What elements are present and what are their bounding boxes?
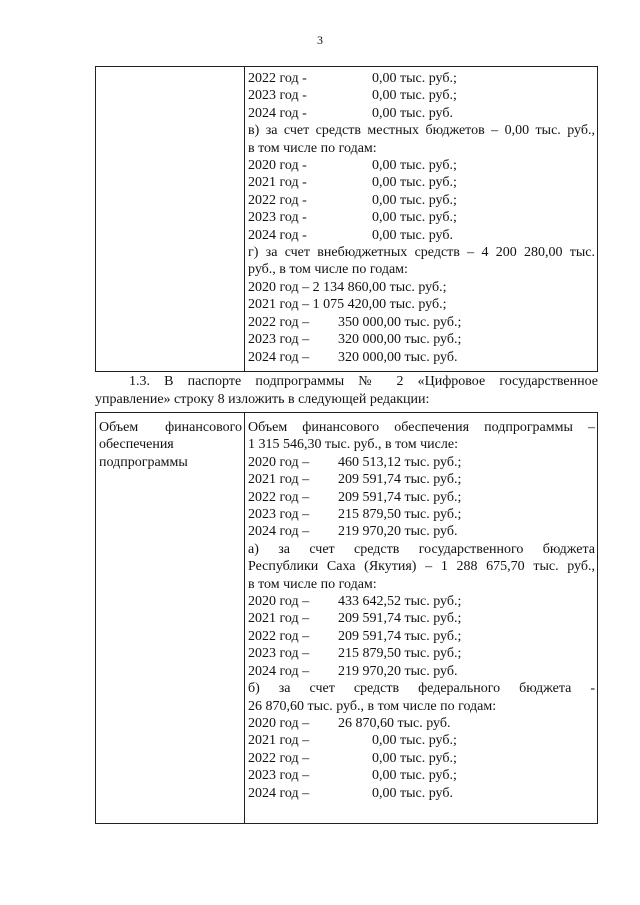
finance-line: 2021 год – 1 075 420,00 тыс. руб.; — [248, 297, 447, 313]
finance-line — [248, 663, 595, 680]
left-label-line-3: подпрограммы — [99, 454, 188, 470]
finance-line: б) за счет средств федерального бюджета - — [248, 681, 595, 697]
finance-line: 1 315 546,30 тыс. руб., в том числе: — [248, 437, 458, 453]
finance-line — [248, 506, 595, 523]
page-number: 3 — [317, 33, 323, 47]
finance-line — [248, 732, 595, 749]
passport-table-new-row — [95, 412, 598, 824]
year-label: 2020 год - — [248, 158, 307, 174]
finance-line — [248, 70, 595, 87]
amount-value: 26 870,60 тыс. руб. — [338, 715, 451, 731]
amount-value: 0,00 тыс. руб.; — [372, 88, 457, 104]
amount-value: 0,00 тыс. руб. — [372, 105, 453, 121]
amendment-paragraph — [95, 373, 598, 409]
amount-value: 320 000,00 тыс. руб.; — [338, 332, 462, 348]
table2-right-cell — [245, 413, 598, 824]
left-label-line-1: Объем финансового — [99, 420, 242, 435]
finance-line — [248, 209, 595, 226]
amount-value: 0,00 тыс. руб.; — [372, 158, 457, 174]
year-label: 2021 год – — [248, 611, 310, 627]
finance-line — [248, 105, 595, 122]
year-label: 2024 год – — [248, 524, 310, 540]
table1-right-cell — [245, 67, 598, 372]
year-label: 2024 год – — [248, 349, 310, 365]
year-label: 2023 год - — [248, 210, 307, 226]
amount-value: 209 591,74 тыс. руб.; — [338, 611, 462, 627]
year-label: 2022 год – — [248, 628, 310, 644]
amount-value: 0,00 тыс. руб.; — [372, 175, 457, 191]
year-label: 2024 год - — [248, 105, 307, 121]
paragraph-line-2: управление» строку 8 изложить в следующей редакции: — [95, 392, 430, 407]
finance-line — [248, 192, 595, 209]
finance-line — [248, 157, 595, 174]
amount-value: 209 591,74 тыс. руб.; — [338, 489, 462, 505]
finance-line — [248, 715, 595, 732]
amount-value: 215 879,50 тыс. руб.; — [338, 507, 462, 523]
finance-line — [248, 174, 595, 191]
finance-line: а) за счет средств государственного бюджета — [248, 541, 595, 557]
finance-line — [248, 471, 595, 488]
finance-line — [248, 489, 595, 506]
finance-line — [248, 767, 595, 784]
year-label: 2022 год – — [248, 750, 310, 766]
amount-value: 0,00 тыс. руб.; — [372, 192, 457, 208]
finance-line — [248, 331, 595, 348]
amount-value: 460 513,12 тыс. руб.; — [338, 454, 462, 470]
year-label: 2023 год - — [248, 88, 307, 104]
amount-value: 350 000,00 тыс. руб.; — [338, 314, 462, 330]
year-label: 2023 год – — [248, 646, 310, 662]
finance-line: в том числе по годам: — [248, 576, 377, 592]
finance-line: Республики Саха (Якутия) – 1 288 675,70 тыс. руб., — [248, 559, 595, 575]
amount-value: 0,00 тыс. руб.; — [372, 71, 457, 86]
finance-line: в) за счет средств местных бюджетов – 0,00 тыс. руб., — [248, 123, 595, 139]
year-label: 2021 год – — [248, 472, 310, 488]
table1-left-cell — [96, 67, 245, 372]
finance-line — [248, 349, 595, 366]
finance-line: 2020 год – 2 134 860,00 тыс. руб.; — [248, 279, 447, 295]
table1-lines — [248, 67, 595, 366]
finance-line — [248, 227, 595, 244]
year-label: 2023 год – — [248, 768, 310, 784]
finance-line — [248, 610, 595, 627]
amount-value: 209 591,74 тыс. руб.; — [338, 472, 462, 488]
year-label: 2020 год – — [248, 715, 310, 731]
year-label: 2022 год - — [248, 192, 307, 208]
finance-line — [248, 785, 595, 802]
amount-value: 320 000,00 тыс. руб. — [338, 349, 458, 365]
paragraph-line-1: 1.3. В паспорте подпрограммы № 2 «Цифровое государственное — [129, 374, 598, 389]
finance-line — [248, 314, 595, 331]
year-label: 2024 год – — [248, 663, 310, 679]
amount-value: 0,00 тыс. руб.; — [372, 750, 457, 766]
year-label: 2024 год - — [248, 227, 307, 243]
amount-value: 0,00 тыс. руб. — [372, 785, 453, 801]
finance-line: г) за счет внебюджетных средств – 4 200 280,00 тыс. — [248, 245, 595, 261]
year-label: 2022 год - — [248, 71, 307, 86]
amount-value: 0,00 тыс. руб. — [372, 227, 453, 243]
finance-line — [248, 87, 595, 104]
year-label: 2021 год - — [248, 175, 307, 191]
finance-line: 26 870,60 тыс. руб., в том числе по годам: — [248, 698, 497, 714]
amount-value: 433 642,52 тыс. руб.; — [338, 594, 462, 610]
left-label-line-2: обеспечения — [99, 437, 174, 453]
year-label: 2023 год – — [248, 332, 310, 348]
finance-line — [248, 593, 595, 610]
amount-value: 0,00 тыс. руб.; — [372, 768, 457, 784]
amount-value: 209 591,74 тыс. руб.; — [338, 628, 462, 644]
finance-line: Объем финансового обеспечения подпрограммы – — [248, 420, 595, 435]
finance-line — [248, 750, 595, 767]
year-label: 2022 год – — [248, 489, 310, 505]
year-label: 2021 год – — [248, 733, 310, 749]
finance-line: руб., в том числе по годам: — [248, 262, 408, 278]
amount-value: 215 879,50 тыс. руб.; — [338, 646, 462, 662]
finance-line — [248, 628, 595, 645]
year-label: 2020 год – — [248, 594, 310, 610]
finance-line — [248, 523, 595, 540]
year-label: 2022 год – — [248, 314, 310, 330]
amount-value: 0,00 тыс. руб.; — [372, 210, 457, 226]
year-label: 2024 год – — [248, 785, 310, 801]
year-label: 2020 год – — [248, 454, 310, 470]
table2-lines — [248, 413, 595, 802]
finance-line — [248, 454, 595, 471]
table2-left-cell — [96, 413, 245, 824]
amount-value: 219 970,20 тыс. руб. — [338, 524, 458, 540]
year-label: 2023 год – — [248, 507, 310, 523]
finance-line: в том числе по годам: — [248, 140, 377, 156]
amount-value: 219 970,20 тыс. руб. — [338, 663, 458, 679]
amount-value: 0,00 тыс. руб.; — [372, 733, 457, 749]
finance-line — [248, 645, 595, 662]
passport-table-continued — [95, 66, 598, 372]
